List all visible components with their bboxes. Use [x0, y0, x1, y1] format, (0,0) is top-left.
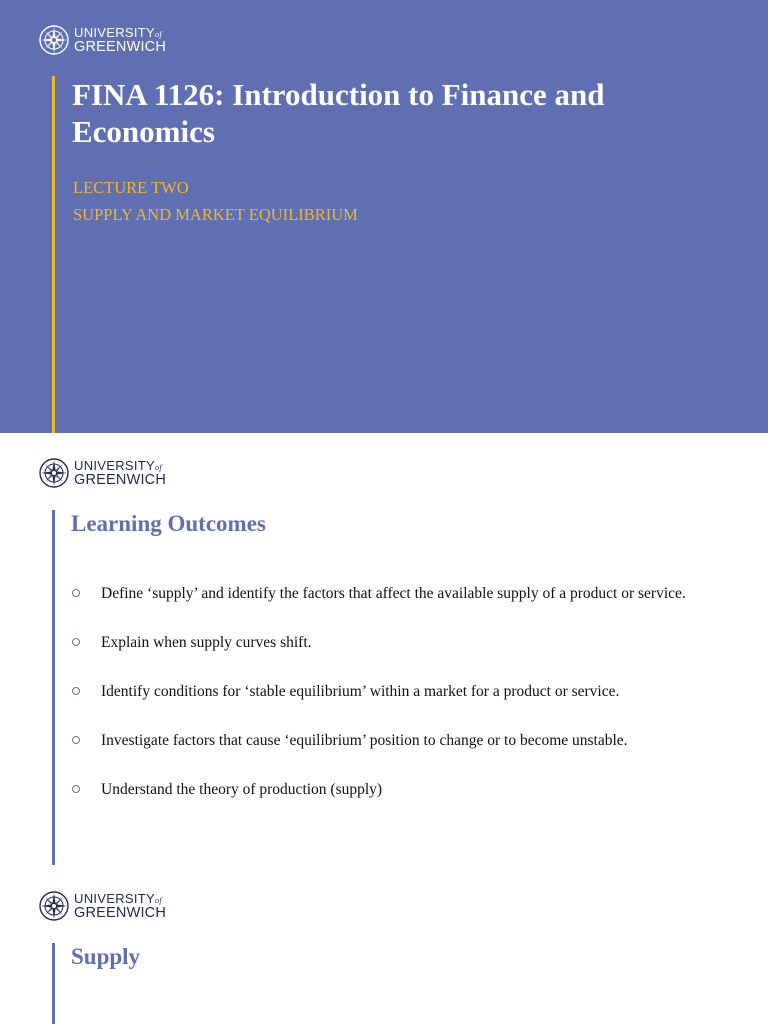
logo-university-text: UNIVERSITY [74, 25, 156, 40]
logo-greenwich-text: GREENWICH [74, 472, 167, 488]
university-logo [38, 457, 166, 489]
circle-bullet-icon [72, 589, 80, 597]
title-slide [0, 0, 768, 433]
lecture-number: LECTURE TWO [73, 178, 189, 197]
logo-university-text: UNIVERSITY [74, 458, 156, 473]
compass-rose-icon [38, 457, 70, 489]
outcomes-list [70, 585, 710, 830]
accent-bar [52, 510, 55, 865]
outcome-text: Explain when supply curves shift. [101, 634, 312, 651]
list-item [70, 732, 710, 750]
lecture-topic: SUPPLY AND MARKET EQUILIBRIUM [73, 205, 358, 224]
list-item [70, 634, 710, 652]
learning-outcomes-slide [0, 433, 768, 866]
university-logo [38, 890, 166, 922]
logo-of-text: of [155, 463, 162, 472]
accent-bar [52, 76, 55, 433]
logo-greenwich-text: GREENWICH [74, 39, 167, 55]
circle-bullet-icon [72, 736, 80, 744]
logo-greenwich-text: GREENWICH [74, 905, 167, 921]
outcome-text: Investigate factors that cause ‘equilibrium’ position to change or to become unstable. [101, 732, 628, 749]
course-title: FINA 1126: Introduction to Finance and Economics [72, 77, 605, 149]
compass-rose-icon [38, 24, 70, 56]
university-logo [38, 24, 166, 56]
compass-rose-icon [38, 890, 70, 922]
outcome-text: Understand the theory of production (supply) [101, 781, 383, 798]
logo-of-text: of [155, 30, 162, 39]
accent-bar [52, 943, 55, 1024]
slide-heading: Supply [71, 944, 141, 969]
logo-university-text: UNIVERSITY [74, 891, 156, 906]
circle-bullet-icon [72, 687, 80, 695]
outcome-text: Define ‘supply’ and identify the factors that affect the available supply of a product or service. [101, 585, 686, 602]
list-item [70, 781, 710, 799]
circle-bullet-icon [72, 638, 80, 646]
slide-heading: Learning Outcomes [71, 511, 266, 536]
list-item [70, 683, 710, 701]
circle-bullet-icon [72, 785, 80, 793]
logo-of-text: of [155, 896, 162, 905]
supply-slide [0, 866, 768, 1024]
list-item [70, 585, 710, 603]
outcome-text: Identify conditions for ‘stable equilibrium’ within a market for a product or service. [101, 683, 620, 700]
